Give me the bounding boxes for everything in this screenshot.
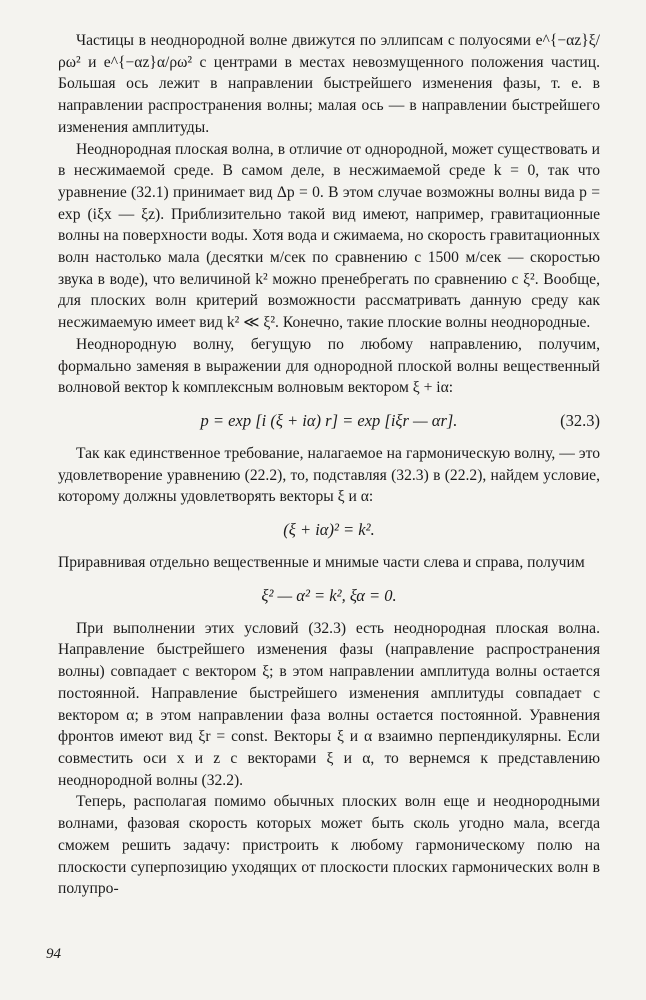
paragraph-complex-wave-vector: Неоднородную волну, бегущую по любому направлению, получим, формально заменяя в выражении для однородной плоской волны вещественный волновой вектор k комплексным волновым вектором ξ + iα: <box>58 335 600 397</box>
paragraph-superposition-task: Теперь, располагая помимо обычных плоских волн еще и неоднородными волнами, фазовая скорость которых может быть сколь угодно мала, всегда сможем решить задачу: пристроить к любому гармоническому полю на плоскости суперпозицию уходящих от плоскости плоских гармонических волн в полупро- <box>58 793 600 898</box>
equation-square <box>58 519 600 541</box>
equation-32-3-number: (32.3) <box>560 410 600 430</box>
paragraph-incompressible-medium: Неоднородная плоская волна, в отличие от однородной, может существовать и в несжимаемой среде. В самом деле, в несжимаемой среде k = 0, так что уравнение (32.1) принимает вид Δp = 0. В этом случае возможны волны вида p = exp (iξx — ξz). Приблизительно такой вид имеют, например, гравитационные волны на поверхности воды. Хотя вода и сжимаема, но скорость гравитационных волн настолько мала (десятки м/сек по сравнению с 1500 м/сек — скоростью звука в воде), что величиной k² можно пренебрегать по сравнению с ξ². Вообще, для плоских волн критерий возможности рассматривать данную среду как несжимаемую имеет вид k² ≪ ξ². Конечно, такие плоские волны неоднородные. <box>58 140 600 332</box>
paragraph-substitution: Так как единственное требование, налагаемое на гармоническую волну, — это удовлетворение уравнению (22.2), то, подставляя (32.3) в (22.2), найдем условие, которому должны удовлетворять векторы ξ и α: <box>58 444 600 506</box>
paragraph-equating-parts: Приравнивая отдельно вещественные и мнимые части слева и справа, получим <box>58 554 585 572</box>
paragraph-inhomogeneous-wave: При выполнении этих условий (32.3) есть неоднородная плоская волна. Направление быстрейшего изменения фазы (направление распространения волны) совпадает с вектором ξ; в этом направлении амплитуда волны остается постоянной. Направление быстрейшего изменения амплитуды совпадает с вектором α; в этом направлении фаза волны остается постоянной. Уравнения фронтов имеют вид ξr = const. Векторы ξ и α взаимно перпендикулярны. Если совместить оси x и z с векторами ξ и α, то вернемся к представлению неоднородной волны (32.2). <box>58 619 600 789</box>
equation-32-3 <box>58 410 600 432</box>
paragraph-particle-ellipses: Частицы в неоднородной волне движутся по эллипсам с полуосями e^{−αz}ξ/ρω² и e^{−αz}α/ρω² с центрами в местах невозмущенного положения частиц. Большая ось лежит в направлении быстрейшего изменения фазы, т. е. в направлении распространения волны; малая ось — в направлении быстрейшего изменения амплитуды. <box>58 32 600 136</box>
equation-conditions <box>58 585 600 607</box>
equation-square-body: (ξ + iα)² = k². <box>283 520 375 540</box>
equation-32-3-body: p = exp [i (ξ + iα) r] = exp [iξr — αr]. <box>200 410 458 430</box>
equation-conditions-body: ξ² — α² = k², ξα = 0. <box>261 585 397 605</box>
page-number: 94 <box>46 946 61 962</box>
